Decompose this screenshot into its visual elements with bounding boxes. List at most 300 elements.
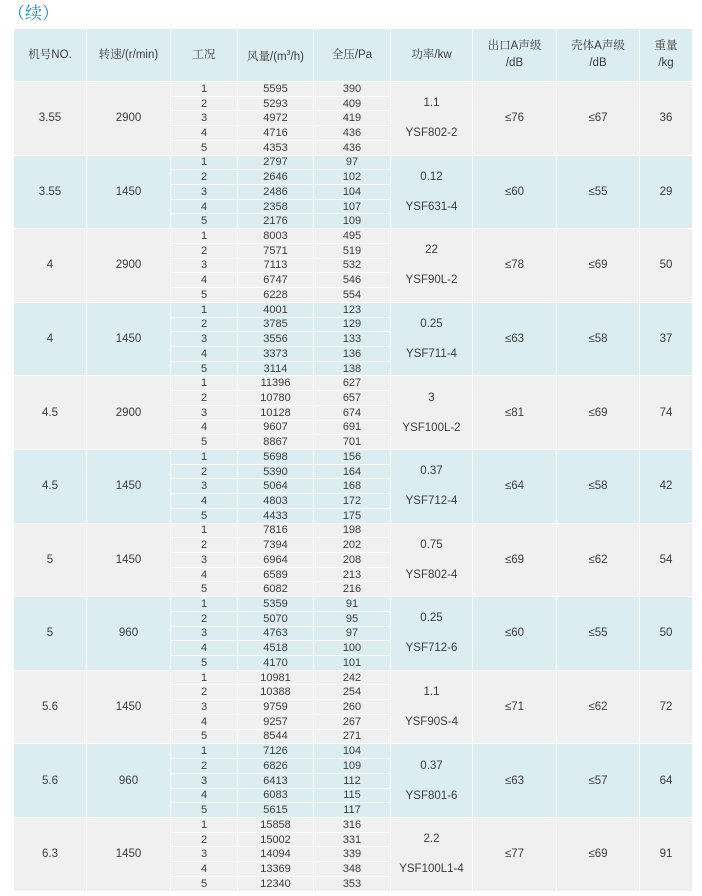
cell-pressure-value: 519 (314, 243, 390, 258)
cell-shell-noise: ≤62 (556, 524, 639, 597)
cell-pressure-value: 390 (342, 82, 362, 95)
cell-pressure-value: 532 (314, 258, 390, 273)
cell-flow (237, 156, 313, 229)
cell-conditions-value: 4 (171, 714, 237, 729)
cell-pressure-value: 95 (314, 611, 390, 626)
cell-pressure-value: 674 (314, 405, 390, 420)
cell-model: 4.5 (42, 480, 58, 493)
cell-pressure (313, 229, 390, 302)
cell-outlet-noise: ≤81 (472, 376, 556, 449)
cell-conditions-value: 5 (171, 287, 237, 302)
cell-outlet-noise: ≤78 (472, 229, 556, 302)
motor-model: YSF801-6 (405, 789, 458, 802)
table-row (14, 81, 692, 155)
cell-weight: 36 (639, 82, 692, 155)
cell-conditions-value: 5 (171, 581, 237, 596)
cell-conditions-value: 2 (171, 832, 237, 847)
cell-conditions-value: 3 (171, 773, 237, 788)
cell-conditions-value: 1 (200, 671, 208, 684)
table-row (14, 523, 692, 597)
table-row (14, 228, 692, 302)
cell-flow (237, 671, 313, 744)
cell-flow (237, 597, 313, 670)
table-row (14, 302, 692, 376)
cell-conditions-value: 4 (171, 125, 237, 140)
cell-pressure-value: 138 (314, 361, 390, 376)
cell-motor (390, 597, 472, 670)
cell-flow-value: 3556 (238, 331, 313, 346)
cell-flow-value: 4518 (238, 640, 313, 655)
cell-conditions-value: 1 (200, 450, 208, 463)
header-shell-noise: 壳体A声级 /dB (556, 29, 639, 81)
cell-flow-value: 3785 (238, 317, 313, 332)
cell-motor (390, 671, 472, 744)
table-row (14, 449, 692, 523)
cell-flow (237, 376, 313, 449)
cell-flow-value: 10780 (238, 390, 313, 405)
cell-conditions-value: 3 (171, 478, 237, 493)
cell-pressure (313, 524, 390, 597)
cell-speed: 1450 (86, 671, 170, 744)
cell-pressure-value: 419 (314, 110, 390, 125)
table-row (14, 743, 692, 817)
cell-pressure-value: 107 (314, 199, 390, 214)
cell-pressure-value: 213 (314, 567, 390, 582)
cell-speed: 1450 (86, 303, 170, 376)
cell-conditions-value: 3 (171, 552, 237, 567)
cell-flow-value: 5595 (263, 82, 288, 95)
motor-power: 0.37 (420, 759, 443, 772)
cell-pressure-value: 104 (314, 184, 390, 199)
cell-flow-value: 6964 (238, 552, 313, 567)
cell-conditions-value: 2 (171, 758, 237, 773)
cell-flow-value: 6228 (238, 287, 313, 302)
cell-conditions-value: 5 (171, 802, 237, 817)
cell-conditions-value: 4 (171, 493, 237, 508)
cell-pressure-value: 316 (342, 818, 362, 831)
cell-flow-value: 4763 (238, 626, 313, 641)
table-row (14, 375, 692, 449)
cell-weight: 50 (639, 229, 692, 302)
cell-motor (390, 450, 472, 523)
cell-flow-value: 10981 (260, 671, 291, 684)
cell-speed: 960 (86, 597, 170, 670)
cell-pressure-value: 123 (342, 303, 362, 316)
cell-model: 3.55 (38, 112, 62, 125)
cell-speed: 1450 (86, 818, 170, 891)
cell-conditions-value: 1 (200, 524, 208, 537)
motor-power: 0.12 (420, 170, 443, 183)
cell-flow-value: 11396 (260, 377, 291, 390)
cell-model: 4 (46, 259, 54, 272)
cell-conditions-value: 5 (171, 361, 237, 376)
motor-power: 22 (425, 244, 438, 257)
cell-flow-value: 4972 (238, 110, 313, 125)
cell-conditions-value: 2 (171, 169, 237, 184)
cell-conditions-value: 3 (171, 699, 237, 714)
cell-flow-value: 6083 (238, 788, 313, 803)
motor-model: YSF802-4 (405, 568, 458, 581)
cell-flow (237, 450, 313, 523)
cell-conditions (170, 671, 237, 744)
motor-power: 0.37 (420, 465, 443, 478)
cell-outlet-noise: ≤60 (472, 597, 556, 670)
cell-flow (237, 303, 313, 376)
cell-motor (390, 303, 472, 376)
motor-model: YSF631-4 (405, 200, 458, 213)
cell-flow (237, 524, 313, 597)
cell-pressure-value: 115 (314, 788, 390, 803)
cell-flow-value: 2797 (263, 156, 288, 169)
cell-pressure-value: 216 (314, 581, 390, 596)
cell-flow-value: 5698 (263, 450, 288, 463)
cell-shell-noise: ≤55 (556, 156, 639, 229)
cell-pressure-value: 436 (314, 140, 390, 155)
cell-conditions-value: 5 (171, 508, 237, 523)
cell-flow-value: 3373 (238, 346, 313, 361)
header-condition: 工况 (170, 29, 237, 81)
motor-model: YSF90L-2 (405, 274, 458, 287)
motor-power: 1.1 (423, 97, 440, 110)
cell-conditions-value: 4 (171, 788, 237, 803)
cell-weight: 50 (639, 597, 692, 670)
cell-conditions-value: 1 (200, 745, 208, 758)
cell-pressure-value: 254 (314, 684, 390, 699)
cell-flow-value: 5064 (238, 478, 313, 493)
cell-conditions-value: 5 (171, 655, 237, 670)
cell-flow-value: 4170 (238, 655, 313, 670)
cell-flow-value: 8867 (238, 434, 313, 449)
motor-model: YSF100L-2 (402, 421, 461, 434)
cell-weight: 91 (639, 818, 692, 891)
cell-conditions-value: 4 (171, 199, 237, 214)
cell-weight: 64 (639, 744, 692, 817)
cell-flow-value: 8003 (263, 230, 288, 243)
cell-flow-value: 5293 (238, 96, 313, 111)
cell-flow-value: 15002 (238, 832, 313, 847)
table-row (14, 670, 692, 744)
cell-flow-value: 7571 (238, 243, 313, 258)
cell-flow-value: 7113 (238, 258, 313, 273)
cell-conditions-value: 3 (171, 331, 237, 346)
cell-conditions-value: 2 (171, 96, 237, 111)
cell-pressure-value: 339 (314, 846, 390, 861)
cell-flow-value: 6747 (238, 272, 313, 287)
page-title: （续） (8, 4, 59, 24)
cell-pressure-value: 168 (314, 478, 390, 493)
cell-conditions-value: 2 (171, 243, 237, 258)
cell-pressure-value: 198 (342, 524, 362, 537)
header-flow-label: 风量$/(m^3/h)$ (247, 49, 304, 63)
cell-pressure-value: 657 (314, 390, 390, 405)
cell-pressure-value: 554 (314, 287, 390, 302)
cell-conditions (170, 450, 237, 523)
cell-flow-value: 2486 (238, 184, 313, 199)
cell-conditions (170, 156, 237, 229)
motor-power: 0.25 (420, 612, 443, 625)
cell-conditions-value: 2 (171, 611, 237, 626)
cell-flow-value: 4001 (263, 303, 288, 316)
cell-pressure-value: 91 (345, 598, 359, 611)
cell-flow-value: 4353 (238, 140, 313, 155)
cell-model: 5 (46, 627, 54, 640)
cell-pressure (313, 156, 390, 229)
motor-power: 1.1 (423, 686, 440, 699)
cell-conditions-value: 2 (171, 537, 237, 552)
cell-conditions (170, 229, 237, 302)
cell-conditions-value: 3 (171, 110, 237, 125)
cell-conditions-value: 1 (200, 230, 208, 243)
cell-conditions-value: 3 (171, 405, 237, 420)
cell-pressure-value: 97 (314, 626, 390, 641)
cell-flow-value: 6826 (238, 758, 313, 773)
cell-conditions (170, 82, 237, 155)
motor-power: 3 (428, 391, 435, 404)
cell-flow-value: 14094 (238, 846, 313, 861)
cell-motor (390, 376, 472, 449)
cell-motor (390, 82, 472, 155)
cell-pressure-value: 112 (314, 773, 390, 788)
cell-conditions-value: 1 (200, 377, 208, 390)
cell-flow-value: 6082 (238, 581, 313, 596)
cell-pressure-value: 627 (342, 377, 362, 390)
cell-flow-value: 9257 (238, 714, 313, 729)
cell-pressure-value: 353 (314, 876, 390, 891)
table-body (14, 81, 692, 891)
cell-conditions-value: 1 (200, 598, 208, 611)
cell-model: 6.3 (42, 848, 58, 861)
cell-conditions (170, 818, 237, 891)
cell-pressure-value: 100 (314, 640, 390, 655)
cell-pressure (313, 450, 390, 523)
cell-outlet-noise: ≤64 (472, 450, 556, 523)
cell-outlet-noise: ≤76 (472, 82, 556, 155)
cell-flow (237, 82, 313, 155)
header-weight: 重量 /kg (639, 29, 692, 81)
cell-flow-value: 12340 (238, 876, 313, 891)
cell-pressure-value: 97 (345, 156, 359, 169)
motor-model: YSF802-2 (405, 127, 458, 140)
cell-pressure-value: 117 (314, 802, 390, 817)
cell-motor (390, 524, 472, 597)
cell-pressure (313, 744, 390, 817)
cell-pressure (313, 818, 390, 891)
cell-model: 5.6 (42, 774, 58, 787)
cell-flow-value: 2646 (238, 169, 313, 184)
cell-flow-value: 3114 (238, 361, 313, 376)
cell-flow-value: 7394 (238, 537, 313, 552)
cell-weight: 37 (639, 303, 692, 376)
cell-model: 5 (46, 553, 54, 566)
cell-pressure (313, 376, 390, 449)
cell-weight: 29 (639, 156, 692, 229)
header-flow (237, 29, 313, 81)
table-row (14, 596, 692, 670)
cell-flow-value: 5070 (238, 611, 313, 626)
cell-weight: 74 (639, 376, 692, 449)
cell-conditions-value: 1 (200, 156, 208, 169)
cell-pressure-value: 208 (314, 552, 390, 567)
cell-conditions-value: 5 (171, 140, 237, 155)
cell-flow-value: 5390 (238, 464, 313, 479)
cell-flow (237, 229, 313, 302)
motor-model: YSF100L1-4 (399, 863, 464, 876)
cell-shell-noise: ≤69 (556, 229, 639, 302)
cell-motor (390, 818, 472, 891)
cell-outlet-noise: ≤77 (472, 818, 556, 891)
cell-conditions-value: 4 (171, 567, 237, 582)
cell-motor (390, 229, 472, 302)
cell-pressure-value: 348 (314, 861, 390, 876)
cell-flow (237, 818, 313, 891)
cell-pressure-value: 101 (314, 655, 390, 670)
cell-speed: 2900 (86, 229, 170, 302)
cell-conditions (170, 744, 237, 817)
cell-model: 4 (46, 333, 54, 346)
cell-flow-value: 4803 (238, 493, 313, 508)
cell-pressure-value: 202 (314, 537, 390, 552)
header-model: 机号NO. (28, 48, 72, 61)
cell-flow-value: 2176 (238, 213, 313, 228)
cell-outlet-noise: ≤63 (472, 744, 556, 817)
cell-conditions-value: 3 (171, 258, 237, 273)
cell-flow-value: 8544 (238, 729, 313, 744)
motor-power: 0.25 (420, 318, 443, 331)
cell-pressure-value: 260 (314, 699, 390, 714)
header-power: 功率/kw (390, 29, 472, 81)
cell-flow-value: 13369 (238, 861, 313, 876)
cell-conditions-value: 1 (200, 818, 208, 831)
cell-conditions-value: 4 (171, 861, 237, 876)
cell-flow-value: 9607 (238, 420, 313, 435)
cell-outlet-noise: ≤63 (472, 303, 556, 376)
cell-conditions-value: 3 (171, 184, 237, 199)
cell-pressure-value: 409 (314, 96, 390, 111)
cell-conditions (170, 376, 237, 449)
cell-speed: 1450 (86, 450, 170, 523)
cell-outlet-noise: ≤69 (472, 524, 556, 597)
cell-pressure-value: 701 (314, 434, 390, 449)
cell-flow-value: 6413 (238, 773, 313, 788)
cell-conditions-value: 4 (171, 640, 237, 655)
header-outlet-noise: 出口A声级 /dB (472, 29, 556, 81)
cell-pressure-value: 175 (314, 508, 390, 523)
cell-speed: 1450 (86, 524, 170, 597)
cell-flow-value: 10388 (238, 684, 313, 699)
motor-model: YSF712-6 (405, 642, 458, 655)
cell-pressure-value: 267 (314, 714, 390, 729)
cell-flow-value: 15858 (260, 818, 291, 831)
cell-speed: 960 (86, 744, 170, 817)
cell-pressure-value: 136 (314, 346, 390, 361)
cell-conditions (170, 597, 237, 670)
cell-conditions-value: 3 (171, 626, 237, 641)
cell-conditions-value: 2 (171, 390, 237, 405)
cell-speed: 2900 (86, 376, 170, 449)
cell-flow-value: 5615 (238, 802, 313, 817)
cell-conditions-value: 5 (171, 213, 237, 228)
cell-pressure-value: 109 (314, 758, 390, 773)
cell-pressure (313, 82, 390, 155)
fan-performance-table (14, 29, 692, 891)
motor-model: YSF90S-4 (404, 716, 459, 729)
header-pressure: 全压/Pa (313, 29, 390, 81)
cell-weight: 42 (639, 450, 692, 523)
cell-shell-noise: ≤58 (556, 303, 639, 376)
cell-conditions-value: 2 (171, 317, 237, 332)
cell-conditions (170, 303, 237, 376)
cell-flow-value: 5359 (263, 598, 288, 611)
cell-flow-value: 10128 (238, 405, 313, 420)
cell-outlet-noise: ≤60 (472, 156, 556, 229)
motor-model: YSF712-4 (405, 495, 458, 508)
cell-conditions-value: 5 (171, 434, 237, 449)
cell-pressure-value: 133 (314, 331, 390, 346)
cell-shell-noise: ≤69 (556, 376, 639, 449)
cell-conditions-value: 2 (171, 464, 237, 479)
table-row (14, 155, 692, 229)
cell-flow-value: 7126 (263, 745, 288, 758)
cell-pressure-value: 242 (342, 671, 362, 684)
header-speed: 转速/(r/min) (86, 29, 170, 81)
cell-pressure-value: 102 (314, 169, 390, 184)
cell-pressure-value: 164 (314, 464, 390, 479)
cell-pressure-value: 172 (314, 493, 390, 508)
cell-conditions-value: 5 (171, 729, 237, 744)
cell-conditions-value: 2 (171, 684, 237, 699)
cell-conditions-value: 5 (171, 876, 237, 891)
cell-pressure-value: 104 (342, 745, 362, 758)
cell-model: 5.6 (42, 701, 58, 714)
cell-pressure (313, 303, 390, 376)
cell-pressure-value: 331 (314, 832, 390, 847)
cell-conditions-value: 4 (171, 420, 237, 435)
cell-conditions-value: 4 (171, 272, 237, 287)
cell-shell-noise: ≤62 (556, 671, 639, 744)
cell-flow-value: 6589 (238, 567, 313, 582)
cell-conditions (170, 524, 237, 597)
cell-flow-value: 4433 (238, 508, 313, 523)
cell-pressure-value: 271 (314, 729, 390, 744)
motor-model: YSF711-4 (406, 348, 457, 361)
cell-pressure-value: 436 (314, 125, 390, 140)
cell-flow-value: 4716 (238, 125, 313, 140)
cell-conditions-value: 4 (171, 346, 237, 361)
cell-pressure-value: 546 (314, 272, 390, 287)
cell-flow (237, 744, 313, 817)
cell-shell-noise: ≤58 (556, 450, 639, 523)
cell-pressure-value: 129 (314, 317, 390, 332)
cell-outlet-noise: ≤71 (472, 671, 556, 744)
cell-pressure-value: 156 (342, 450, 362, 463)
cell-weight: 72 (639, 671, 692, 744)
cell-conditions-value: 3 (171, 846, 237, 861)
cell-pressure-value: 495 (342, 230, 362, 243)
cell-flow-value: 7816 (263, 524, 288, 537)
cell-shell-noise: ≤69 (556, 818, 639, 891)
cell-pressure-value: 691 (314, 420, 390, 435)
motor-power: 0.75 (420, 538, 443, 551)
table-header (14, 29, 692, 81)
cell-conditions-value: 1 (200, 82, 208, 95)
cell-pressure-value: 109 (314, 213, 390, 228)
cell-speed: 2900 (86, 82, 170, 155)
cell-flow-value: 2358 (238, 199, 313, 214)
cell-model: 4.5 (42, 406, 58, 419)
cell-conditions-value: 1 (200, 303, 208, 316)
cell-pressure (313, 671, 390, 744)
cell-motor (390, 156, 472, 229)
